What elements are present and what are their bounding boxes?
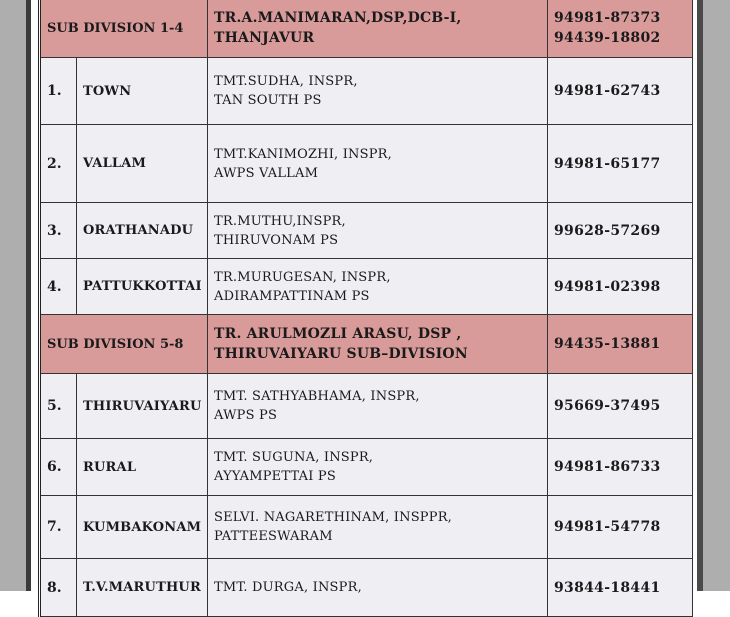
row-number: 8. (40, 559, 77, 617)
table-row (40, 559, 693, 617)
table-row (40, 496, 693, 559)
row-phone: 94981-62743 (548, 58, 693, 125)
row-officer (208, 374, 548, 439)
row-place: TOWN (77, 58, 208, 125)
row-phone: 99628-57269 (548, 203, 693, 259)
row-officer-line2: TAN SOUTH PS (214, 93, 322, 108)
row-number: 6. (40, 439, 77, 496)
section-phone (548, 315, 693, 374)
section-officer-line2: THIRUVAIYARU SUB–DIVISION (214, 346, 468, 362)
row-phone: 93844-18441 (548, 559, 693, 617)
officers-table (38, 0, 693, 617)
row-officer (208, 259, 548, 315)
table-row (40, 374, 693, 439)
row-place: ORATHANADU (77, 203, 208, 259)
document-page (31, 0, 697, 596)
table-row (40, 203, 693, 259)
row-officer (208, 125, 548, 203)
row-phone: 94981-86733 (548, 439, 693, 496)
row-officer-line2: AWPS PS (214, 408, 278, 423)
section-header (40, 315, 693, 374)
row-officer (208, 439, 548, 496)
row-officer (208, 559, 548, 617)
row-officer-line1: TMT. DURGA, INSPR, (214, 580, 362, 595)
row-phone: 94981-54778 (548, 496, 693, 559)
row-phone: 95669-37495 (548, 374, 693, 439)
row-number: 3. (40, 203, 77, 259)
section-title: SUB DIVISION 5-8 (40, 315, 208, 374)
row-officer-line1: TMT.KANIMOZHI, INSPR, (214, 146, 392, 162)
row-officer-line2: THIRUVONAM PS (214, 232, 339, 248)
section-officer-line1: TR.A.MANIMARAN,DSP,DCB-I, (214, 10, 462, 26)
section-phone-line2: 94439-18802 (554, 30, 661, 46)
row-phone: 94981-02398 (548, 259, 693, 315)
row-officer-line2: PATTEESWARAM (214, 529, 333, 544)
row-officer-line1: TMT. SUGUNA, INSPR, (214, 450, 374, 465)
frame-edge-right (697, 0, 703, 591)
row-officer (208, 58, 548, 125)
row-officer (208, 496, 548, 559)
row-officer-line2: AWPS VALLAM (214, 165, 319, 181)
row-place: THIRUVAIYARU (77, 374, 208, 439)
row-number: 2. (40, 125, 77, 203)
row-officer (208, 203, 548, 259)
table-row (40, 125, 693, 203)
row-place: RURAL (77, 439, 208, 496)
section-title: SUB DIVISION 1-4 (40, 0, 208, 58)
section-phone-line1: 94435-13881 (554, 336, 661, 352)
section-phone (548, 0, 693, 58)
row-phone: 94981-65177 (548, 125, 693, 203)
row-place: KUMBAKONAM (77, 496, 208, 559)
table-row (40, 58, 693, 125)
row-officer-line1: TMT.SUDHA, INSPR, (214, 74, 358, 89)
section-officer (208, 315, 548, 374)
row-officer-line2: AYYAMPETTAI PS (214, 469, 336, 484)
row-number: 5. (40, 374, 77, 439)
row-officer-line1: TR.MUTHU,INSPR, (214, 213, 346, 229)
row-officer-line2: ADIRAMPATTINAM PS (214, 288, 370, 304)
row-place: T.V.MARUTHUR (77, 559, 208, 617)
section-officer (208, 0, 548, 58)
row-officer-line1: TMT. SATHYABHAMA, INSPR, (214, 389, 420, 404)
table-row (40, 259, 693, 315)
section-phone-line1: 94981-87373 (554, 10, 661, 26)
row-number: 7. (40, 496, 77, 559)
section-officer-line2: THANJAVUR (214, 30, 315, 46)
row-number: 4. (40, 259, 77, 315)
row-place: VALLAM (77, 125, 208, 203)
row-place: PATTUKKOTTAI (77, 259, 208, 315)
section-officer-line1: TR. ARULMOZLI ARASU, DSP , (214, 326, 462, 342)
row-officer-line1: TR.MURUGESAN, INSPR, (214, 269, 391, 285)
row-number: 1. (40, 58, 77, 125)
section-header (40, 0, 693, 58)
row-officer-line1: SELVI. NAGARETHINAM, INSPPR, (214, 510, 453, 525)
table-row (40, 439, 693, 496)
